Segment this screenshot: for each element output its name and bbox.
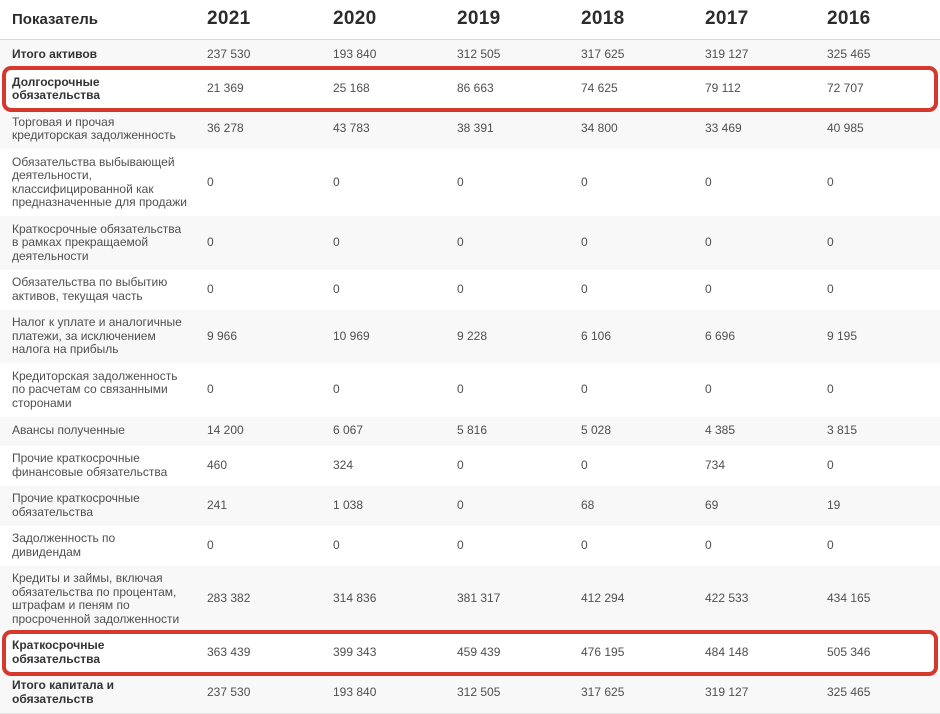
row-value: 460 [207, 457, 228, 472]
row-value: 36 278 [207, 121, 244, 136]
row-value: 10 969 [333, 328, 370, 343]
row-value: 0 [333, 174, 340, 189]
row-label: Обязательства выбывающей деятельности, классифицированной как предназначенные для продажи [12, 154, 187, 209]
row-value: 40 985 [827, 121, 864, 136]
row-value: 6 067 [333, 423, 364, 438]
row-value: 86 663 [457, 81, 494, 96]
row-value: 79 112 [705, 81, 741, 96]
row-value: 0 [705, 235, 712, 249]
row-value: 34 800 [581, 121, 618, 136]
table-row [0, 363, 940, 417]
row-value: 0 [457, 382, 464, 396]
row-value: 9 966 [207, 328, 238, 343]
row-value: 74 625 [581, 81, 618, 96]
table-row [0, 109, 940, 149]
row-value: 5 816 [457, 423, 488, 438]
row-value: 0 [827, 457, 834, 472]
row-value: 319 127 [705, 684, 749, 699]
header-year-2016: 2016 [827, 8, 871, 29]
row-label: Краткосрочные обязательства [12, 638, 105, 666]
row-value: 381 317 [457, 591, 501, 606]
table-row [0, 270, 940, 310]
row-value: 0 [705, 174, 712, 189]
row-label: Кредиторская задолженность по расчетам со связанными сторонами [12, 368, 178, 410]
row-value: 0 [827, 537, 834, 552]
row-value: 9 228 [457, 328, 488, 343]
row-value: 0 [333, 235, 340, 249]
row-value: 0 [705, 281, 712, 296]
row-value: 319 127 [705, 46, 749, 61]
row-value: 19 [827, 497, 841, 512]
row-value: 459 439 [457, 644, 501, 659]
row-value: 43 783 [333, 121, 370, 136]
row-value: 476 195 [581, 644, 625, 659]
header-year-2019: 2019 [457, 8, 501, 29]
row-value: 6 696 [705, 328, 736, 343]
row-value: 193 840 [333, 46, 377, 61]
row-value: 0 [457, 235, 464, 249]
row-value: 38 391 [457, 121, 494, 136]
header-year-2018: 2018 [581, 8, 625, 29]
row-value: 325 465 [827, 684, 871, 699]
row-value: 1 038 [333, 497, 364, 512]
row-label: Обязательства по выбытию активов, текущая часть [12, 275, 168, 303]
row-value: 9 195 [827, 328, 858, 343]
row-value: 0 [207, 382, 214, 396]
row-label: Краткосрочные обязательства в рамках прекращаемой деятельности [12, 221, 182, 263]
row-value: 0 [457, 281, 464, 296]
table-row [0, 526, 940, 566]
row-value: 0 [827, 281, 834, 296]
row-value: 0 [581, 174, 588, 189]
row-label: Итого капитала и обязательств [12, 678, 115, 706]
row-value: 25 168 [333, 81, 370, 96]
header-indicator: Показатель [12, 11, 99, 28]
row-value: 0 [457, 457, 464, 472]
row-value: 0 [207, 281, 214, 296]
row-value: 0 [207, 537, 214, 552]
row-value: 412 294 [581, 591, 625, 606]
row-value: 33 469 [705, 121, 742, 136]
table-body [0, 40, 940, 713]
row-value: 72 707 [827, 81, 864, 96]
row-value: 0 [827, 235, 834, 249]
row-value: 0 [207, 235, 214, 249]
row-label: Авансы полученные [12, 423, 125, 438]
row-label: Налог к уплате и аналогичные платежи, за исключением налога на прибыль [12, 315, 182, 356]
row-value: 0 [457, 497, 464, 512]
row-label: Долгосрочные обязательства [12, 74, 101, 102]
row-value: 0 [581, 382, 588, 396]
row-label: Прочие краткосрочные финансовые обязательства [12, 451, 168, 479]
row-value: 505 346 [827, 644, 871, 659]
table-row [0, 40, 940, 69]
row-value: 317 625 [581, 684, 625, 699]
row-value: 0 [705, 537, 712, 552]
row-label: Итого активов [12, 46, 98, 61]
row-value: 0 [705, 382, 712, 396]
table-row [0, 673, 940, 713]
row-label: Прочие краткосрочные обязательства [12, 491, 140, 519]
row-value: 314 836 [333, 591, 377, 606]
row-value: 434 165 [827, 591, 871, 606]
header-year-2021: 2021 [207, 8, 251, 29]
table-row [0, 566, 940, 633]
row-value: 0 [333, 537, 340, 552]
row-value: 5 028 [581, 423, 612, 438]
table-row [0, 417, 940, 446]
table-row [0, 149, 940, 216]
row-value: 0 [581, 281, 588, 296]
row-value: 237 530 [207, 46, 251, 61]
row-value: 21 369 [207, 81, 244, 96]
table-row [0, 216, 940, 270]
row-label: Задолженность по дивидендам [12, 531, 116, 559]
row-value: 0 [581, 537, 588, 552]
row-value: 317 625 [581, 46, 625, 61]
row-value: 399 343 [333, 644, 377, 659]
table-row [0, 310, 940, 364]
row-label: Торговая и прочая кредиторская задолженность [12, 114, 176, 142]
table-row [0, 446, 940, 486]
row-value: 241 [207, 497, 228, 512]
row-value: 325 465 [827, 46, 871, 61]
row-value: 0 [457, 174, 464, 189]
table-row [0, 633, 940, 673]
header-year-2017: 2017 [705, 8, 749, 29]
header-year-2020: 2020 [333, 8, 377, 29]
table-row [0, 486, 940, 526]
table-row [0, 69, 940, 109]
row-value: 312 505 [457, 46, 501, 61]
row-value: 6 106 [581, 328, 612, 343]
row-value: 4 385 [705, 423, 736, 438]
row-value: 0 [581, 457, 588, 472]
row-value: 0 [827, 174, 834, 189]
row-value: 237 530 [207, 684, 251, 699]
row-value: 0 [581, 235, 588, 249]
row-value: 14 200 [207, 423, 244, 438]
row-value: 324 [333, 457, 354, 472]
row-value: 69 [705, 497, 719, 512]
row-value: 68 [581, 497, 595, 512]
row-value: 734 [705, 457, 726, 472]
row-value: 0 [333, 281, 340, 296]
table-header [0, 0, 940, 40]
row-value: 312 505 [457, 684, 501, 699]
row-value: 422 533 [705, 591, 749, 606]
row-value: 0 [827, 382, 834, 396]
row-value: 0 [457, 537, 464, 552]
row-value: 0 [207, 174, 214, 189]
row-value: 363 439 [207, 644, 251, 659]
row-label: Кредиты и займы, включая обязательства по процентам, штрафам и пеням по просроченной задолженности [12, 571, 180, 626]
row-value: 283 382 [207, 591, 251, 606]
row-value: 193 840 [333, 684, 377, 699]
row-value: 0 [333, 382, 340, 396]
row-value: 3 815 [827, 423, 858, 438]
row-value: 484 148 [705, 644, 749, 659]
